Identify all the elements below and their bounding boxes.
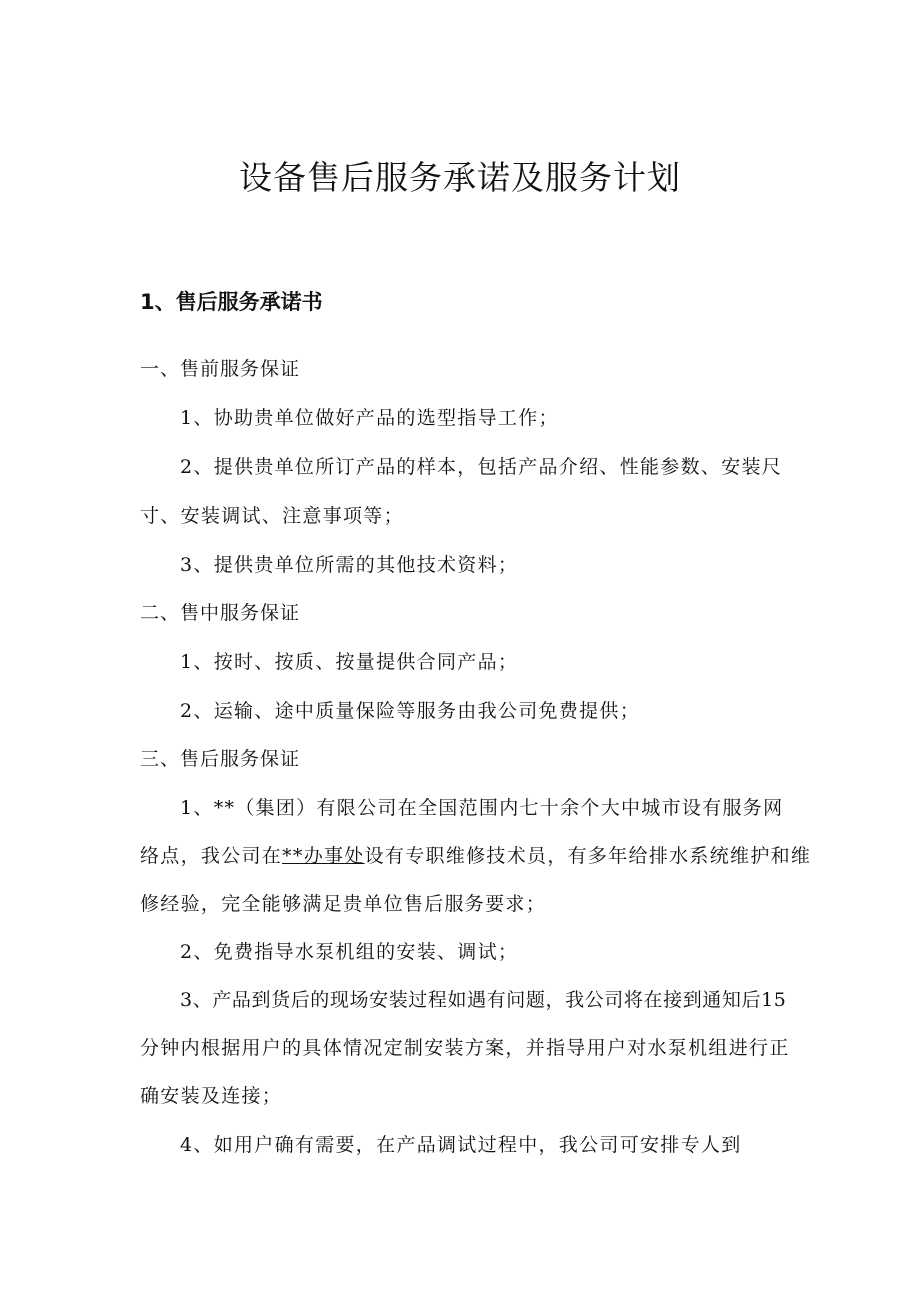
- after-sale-item-1-line-2: [140, 841, 811, 868]
- after-sale-item-4-line-1: 4、如用户确有需要，在产品调试过程中，我公司可安排专人到: [180, 1134, 742, 1156]
- after-sale-item-2: 2、免费指导水泵机组的安装、调试；: [180, 941, 519, 963]
- after-sale-item-1-line-3: 修经验，完全能够满足贵单位售后服务要求；: [140, 893, 547, 915]
- after-sale-item-3-line-1: 3、产品到货后的现场安装过程如遇有问题，我公司将在接到通知后15: [180, 989, 787, 1011]
- in-sale-heading: 二、售中服务保证: [140, 602, 301, 624]
- pre-sale-item-3: 3、提供贵单位所需的其他技术资料；: [180, 554, 519, 576]
- after-sale-item-1-line-1: 1、**（集团）有限公司在全国范围内七十余个大中城市设有服务网: [180, 797, 784, 819]
- pre-sale-heading: 一、售前服务保证: [140, 358, 301, 380]
- after-sale-heading: 三、售后服务保证: [140, 748, 301, 770]
- after-sale-item-3-line-2: 分钟内根据用户的具体情况定制安装方案，并指导用户对水泵机组进行正: [140, 1037, 790, 1059]
- after-sale-item-3-line-3: 确安装及连接；: [140, 1085, 283, 1107]
- pre-sale-item-2-line-1: 2、提供贵单位所订产品的样本，包括产品介绍、性能参数、安装尺: [180, 456, 783, 478]
- pre-sale-item-2-line-2: 寸、安装调试、注意事项等；: [140, 505, 404, 527]
- document-title: 设备售后服务承诺及服务计划: [239, 158, 681, 197]
- in-sale-item-1: 1、按时、按质、按量提供合同产品；: [180, 651, 519, 673]
- subtitle-number: 1、: [140, 290, 176, 314]
- after-sale-item-1-line-2-start: 络点，我公司在: [140, 845, 283, 867]
- after-sale-item-1-line-2-end: 设有专职维修技术员，有多年给排水系统维护和维: [364, 845, 812, 867]
- pre-sale-item-1: 1、协助贵单位做好产品的选型指导工作；: [180, 407, 559, 429]
- subtitle-text: 售后服务承诺书: [175, 290, 323, 314]
- section-subtitle: [140, 286, 323, 316]
- office-underlined-text: **办事处: [282, 845, 365, 867]
- in-sale-item-2: 2、运输、途中质量保险等服务由我公司免费提供；: [180, 700, 640, 722]
